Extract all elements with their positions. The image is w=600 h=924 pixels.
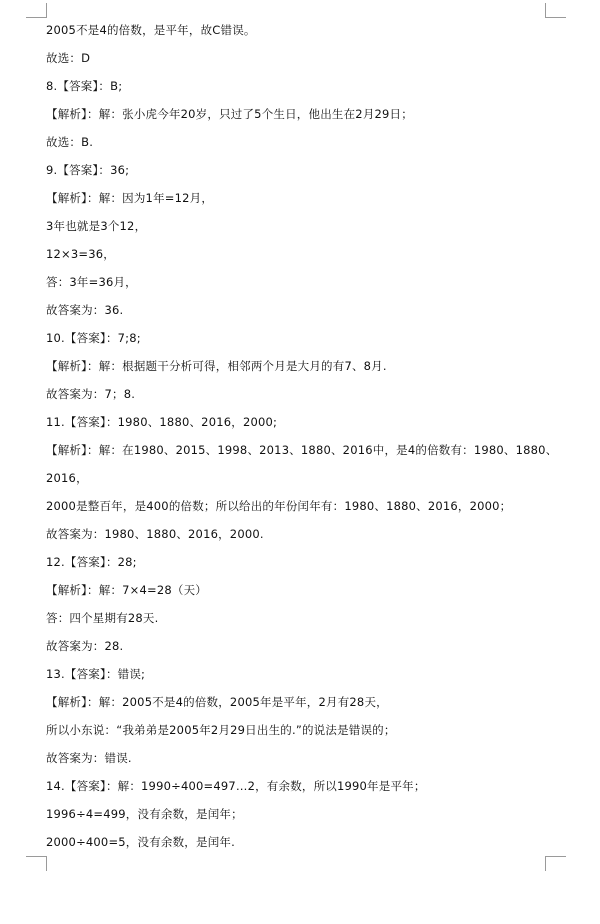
answer-line: 13.【答案】：错误; <box>46 667 146 681</box>
crop-mark-top-right <box>545 3 566 18</box>
answer-line: 14.【答案】：解：1990÷400=497…2，有余数，所以1990年是平年； <box>46 779 426 793</box>
text-line: 故答案为：36. <box>46 303 124 317</box>
text-line: 2000÷400=5，没有余数，是闰年. <box>46 835 235 849</box>
answer-line: 12.【答案】：28; <box>46 555 137 569</box>
answer-line: 8.【答案】：B; <box>46 79 123 93</box>
analysis-line: 【解析】：解：张小虎今年20岁，只过了5个生日，他出生在2月29日； <box>46 107 413 121</box>
text-line: 故答案为：7；8. <box>46 387 136 401</box>
analysis-line: 【解析】：解：2005不是4的倍数，2005年是平年，2月有28天， <box>46 695 388 709</box>
text-line: 故答案为：1980、1880、2016，2000. <box>46 527 264 541</box>
text-line: 所以小东说：“我弟弟是2005年2月29日出生的.”的说法是错误的； <box>46 723 396 737</box>
crop-mark-bottom-right <box>545 856 566 871</box>
analysis-line: 【解析】：解：根据题干分析可得，相邻两个月是大月的有7、8月. <box>46 359 387 373</box>
text-line: 12×3=36， <box>46 247 115 261</box>
text-line: 故选：B. <box>46 135 94 149</box>
answer-line: 10.【答案】：7;8; <box>46 331 141 345</box>
text-line: 3年也就是3个12， <box>46 219 147 233</box>
text-line: 答：四个星期有28天. <box>46 611 159 625</box>
text-line: 2005不是4的倍数，是平年，故C错误。 <box>46 23 256 37</box>
text-line: 1996÷4=499，没有余数，是闰年； <box>46 807 243 821</box>
text-line: 故答案为：错误. <box>46 751 132 765</box>
text-line: 2000是整百年，是400的倍数；所以给出的年份闰年有：1980、1880、2016，2000； <box>46 499 512 513</box>
crop-mark-top-left <box>26 3 47 18</box>
answer-line: 9.【答案】：36; <box>46 163 130 177</box>
text-line: 2016， <box>46 471 88 485</box>
crop-mark-bottom-left <box>26 856 47 871</box>
analysis-line: 【解析】：解：7×4=28（天） <box>46 583 207 597</box>
analysis-line: 【解析】：解：在1980、2015、1998、2013、1880、2016中，是4的倍数有：1980、1880、 <box>46 443 558 457</box>
answer-line: 11.【答案】：1980、1880、2016，2000; <box>46 415 278 429</box>
text-line: 故答案为：28. <box>46 639 124 653</box>
text-line: 故选：D <box>46 51 91 65</box>
text-line: 答：3年=36月， <box>46 275 137 289</box>
analysis-line: 【解析】：解：因为1年=12月， <box>46 191 214 205</box>
